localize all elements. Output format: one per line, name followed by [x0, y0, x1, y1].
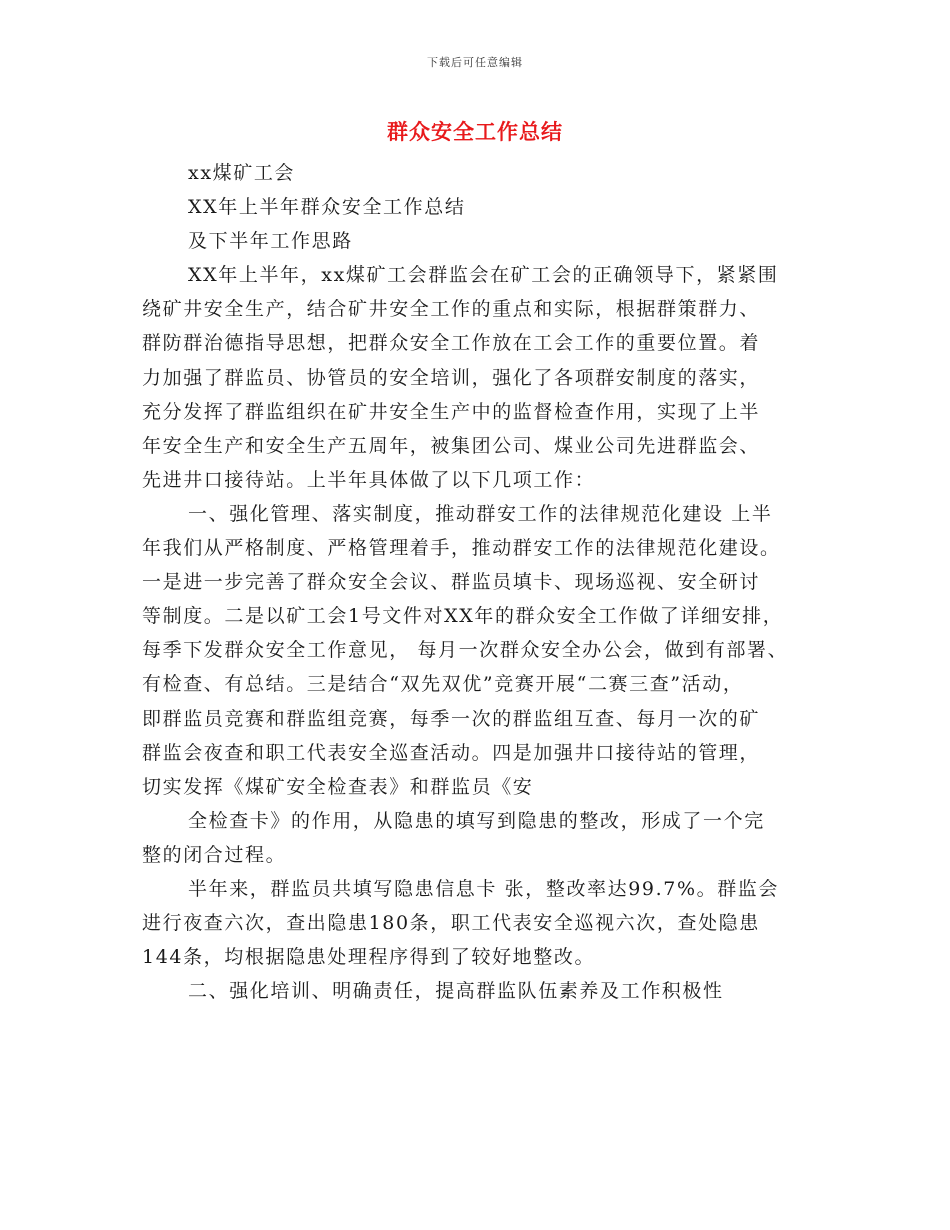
text-line: 年安全生产和安全生产五周年，被集团公司、煤业公司先进群监会、 — [142, 434, 761, 457]
text-line: 先进井口接待站。上半年具体做了以下几项工作： — [142, 468, 596, 491]
text-line: 力加强了群监员、协管员的安全培训，强化了各项群安制度的落实， — [142, 366, 761, 389]
text-line: 有检查、有总结。三是结合“双先双优”竞赛开展“二赛三查”活动， — [142, 673, 744, 696]
text-line: 群监会夜查和职工代表安全巡查活动。四是加强井口接待站的管理， — [142, 741, 761, 764]
text-line: 半年来，群监员共填写隐患信息卡 张，整改率达99.7%。群监会 — [188, 877, 779, 900]
document-title: 群众安全工作总结 — [387, 119, 563, 144]
text-line: 144条，均根据隐患处理程序得到了较好地整改。 — [142, 946, 596, 969]
text-line: 等制度。二是以矿工会1号文件对XX年的群众安全工作做了详细安排， — [142, 605, 784, 628]
text-line: 绕矿井安全生产，结合矿井安全工作的重点和实际，根据群策群力、 — [142, 298, 761, 321]
text-line: 全检查卡》的作用，从隐患的填写到隐患的整改，形成了一个完 — [188, 809, 765, 832]
text-line: XX年上半年，xx煤矿工会群监会在矿工会的正确领导下，紧紧围 — [188, 264, 779, 287]
text-line: 每季下发群众安全工作意见， 每月一次群众安全办公会，做到有部署、 — [142, 639, 789, 662]
text-line: 即群监员竞赛和群监组竞赛，每季一次的群监组互查、每月一次的矿 — [142, 707, 761, 730]
text-line: XX年上半年群众安全工作总结 — [188, 196, 466, 219]
text-line: 及下半年工作思路 — [188, 230, 353, 253]
text-line: 二、强化培训、明确责任，提高群监队伍素养及工作积极性 — [188, 980, 724, 1003]
text-line: 进行夜查六次，查出隐患180条，职工代表安全巡视六次，查处隐患 — [142, 912, 760, 935]
document-body — [142, 156, 822, 1008]
text-line: 整的闭合过程。 — [142, 843, 287, 866]
text-line: 切实发挥《煤矿安全检查表》和群监员《安 — [142, 775, 534, 798]
text-line: 群防群治德指导思想，把群众安全工作放在工会工作的重要位置。着 — [142, 332, 761, 355]
page-header: 下载后可任意编辑 — [427, 56, 523, 69]
text-line: xx煤矿工会 — [188, 162, 296, 184]
text-line: 一、强化管理、落实制度，推动群安工作的法律规范化建设 上半 — [188, 502, 773, 525]
text-line: 充分发挥了群监组织在矿井安全生产中的监督检查作用，实现了上半 — [142, 400, 761, 423]
text-line: 年我们从严格制度、严格管理着手，推动群安工作的法律规范化建设。 — [142, 537, 781, 560]
text-line: 一是进一步完善了群众安全会议、群监员填卡、现场巡视、安全研讨 — [142, 571, 761, 594]
